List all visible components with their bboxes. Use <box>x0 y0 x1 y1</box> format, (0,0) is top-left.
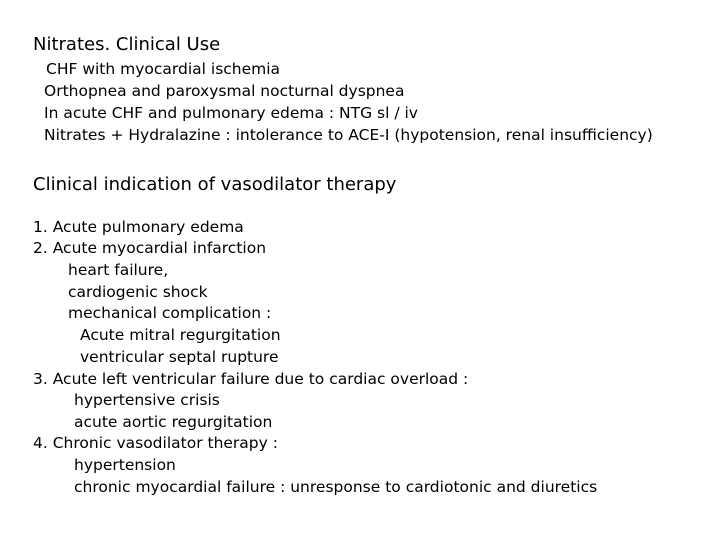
indication-line-4: cardiogenic shock <box>68 283 208 301</box>
nitrates-item-4: Nitrates + Hydralazine : intolerance to ACE-I (hypotension, renal insufficiency) <box>44 126 653 144</box>
indication-line-8: 3. Acute left ventricular failure due to cardiac overload : <box>33 370 469 388</box>
indication-line-6: Acute mitral regurgitation <box>80 326 281 344</box>
indication-line-2: 2. Acute myocardial infarction <box>33 239 267 257</box>
indication-line-11: 4. Chronic vasodilator therapy : <box>33 434 278 452</box>
section-title-vasodilator: Clinical indication of vasodilator therapy <box>33 174 397 195</box>
section-title-nitrates: Nitrates. Clinical Use <box>33 34 221 55</box>
indication-line-5: mechanical complication : <box>68 304 272 322</box>
indication-line-1: 1. Acute pulmonary edema <box>33 218 244 236</box>
indication-line-7: ventricular septal rupture <box>80 348 279 366</box>
indication-line-10: acute aortic regurgitation <box>74 413 273 431</box>
nitrates-item-3: In acute CHF and pulmonary edema : NTG sl / iv <box>44 104 418 122</box>
indication-line-9: hypertensive crisis <box>74 391 220 409</box>
indication-line-13: chronic myocardial failure : unresponse to cardiotonic and diuretics <box>74 478 598 496</box>
indication-line-3: heart failure, <box>68 261 169 279</box>
indication-line-12: hypertension <box>74 456 176 474</box>
nitrates-item-1: CHF with myocardial ischemia <box>46 60 281 78</box>
nitrates-item-2: Orthopnea and paroxysmal nocturnal dyspnea <box>44 82 405 100</box>
